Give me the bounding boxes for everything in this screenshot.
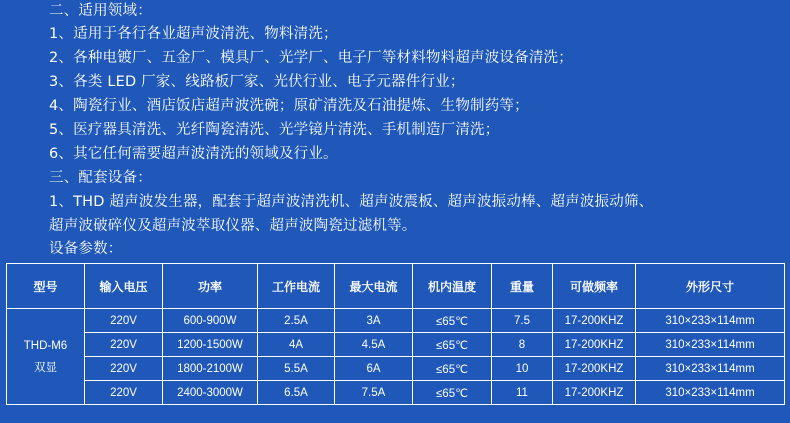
col-header-current: 工作电流: [258, 264, 335, 309]
cell-max-current: 6A: [335, 357, 413, 381]
cell-voltage: 220V: [85, 333, 163, 357]
col-header-weight: 重量: [492, 264, 553, 309]
equipment-item-1: 1、THD 超声波发生器，配套于超声波清洗机、超声波震板、超声波振动棒、超声波振动筛、: [49, 194, 654, 210]
cell-weight: 10: [492, 357, 553, 381]
cell-max-current: 7.5A: [335, 381, 413, 405]
cell-current: 4A: [258, 333, 335, 357]
cell-temp: ≤65℃: [413, 333, 492, 357]
cell-max-current: 4.5A: [335, 333, 413, 357]
table-header-row: [7, 264, 785, 309]
cell-voltage: 220V: [85, 309, 163, 333]
model-sub: 双显: [34, 361, 57, 374]
application-item-3: 3、各类 LED 厂家、线路板厂家、光伏行业、电子元器件行业；: [49, 74, 465, 90]
cell-dimensions: 310×233×114mm: [636, 333, 785, 357]
cell-frequency: 17-200KHZ: [553, 309, 636, 333]
section-heading-equipment: 三、配套设备：: [49, 170, 152, 186]
table-row: [7, 333, 785, 357]
cell-weight: 7.5: [492, 309, 553, 333]
section-heading-applications: 二、适用领域：: [49, 3, 152, 19]
application-item-6: 6、其它任何需要超声波清洗的领域及行业。: [49, 146, 338, 162]
cell-power: 1800-2100W: [163, 357, 258, 381]
equipment-item-1-cont: 超声波破碎仪及超声波萃取仪器、超声波陶瓷过滤机等。: [49, 218, 417, 234]
col-header-temp: 机内温度: [413, 264, 492, 309]
cell-temp: ≤65℃: [413, 381, 492, 405]
cell-current: 5.5A: [258, 357, 335, 381]
cell-dimensions: 310×233×114mm: [636, 357, 785, 381]
table-row: [7, 357, 785, 381]
table-row: [7, 309, 785, 333]
model-name: THD-M6: [23, 339, 68, 352]
cell-current: 2.5A: [258, 309, 335, 333]
application-item-1: 1、适用于各行各业超声波清洗、物料清洗；: [49, 26, 338, 42]
col-header-frequency: 可做频率: [553, 264, 636, 309]
application-item-4: 4、陶瓷行业、酒店饭店超声波洗碗；原矿清洗及石油提炼、生物制药等；: [49, 98, 529, 114]
cell-voltage: 220V: [85, 381, 163, 405]
params-table: [6, 263, 785, 405]
cell-dimensions: 310×233×114mm: [636, 309, 785, 333]
params-heading: 设备参数：: [49, 241, 123, 257]
cell-frequency: 17-200KHZ: [553, 333, 636, 357]
col-header-dimensions: 外形尺寸: [636, 264, 785, 309]
application-item-2: 2、各种电镀厂、五金厂、模具厂、光学厂、电子厂等材料物料超声波设备清洗；: [49, 50, 573, 66]
cell-weight: 8: [492, 333, 553, 357]
table-row: [7, 381, 785, 405]
cell-frequency: 17-200KHZ: [553, 381, 636, 405]
cell-temp: ≤65℃: [413, 309, 492, 333]
cell-max-current: 3A: [335, 309, 413, 333]
cell-weight: 11: [492, 381, 553, 405]
cell-current: 6.5A: [258, 381, 335, 405]
cell-dimensions: 310×233×114mm: [636, 381, 785, 405]
cell-power: 1200-1500W: [163, 333, 258, 357]
application-item-5: 5、医疗器具清洗、光纤陶瓷清洗、光学镜片清洗、手机制造厂清洗；: [49, 122, 500, 138]
model-cell: [7, 309, 85, 405]
cell-temp: ≤65℃: [413, 357, 492, 381]
cell-power: 2400-3000W: [163, 381, 258, 405]
col-header-max-current: 最大电流: [335, 264, 413, 309]
col-header-voltage: 输入电压: [85, 264, 163, 309]
cell-power: 600-900W: [163, 309, 258, 333]
col-header-model: 型号: [7, 264, 85, 309]
col-header-power: 功率: [163, 264, 258, 309]
cell-voltage: 220V: [85, 357, 163, 381]
cell-frequency: 17-200KHZ: [553, 357, 636, 381]
